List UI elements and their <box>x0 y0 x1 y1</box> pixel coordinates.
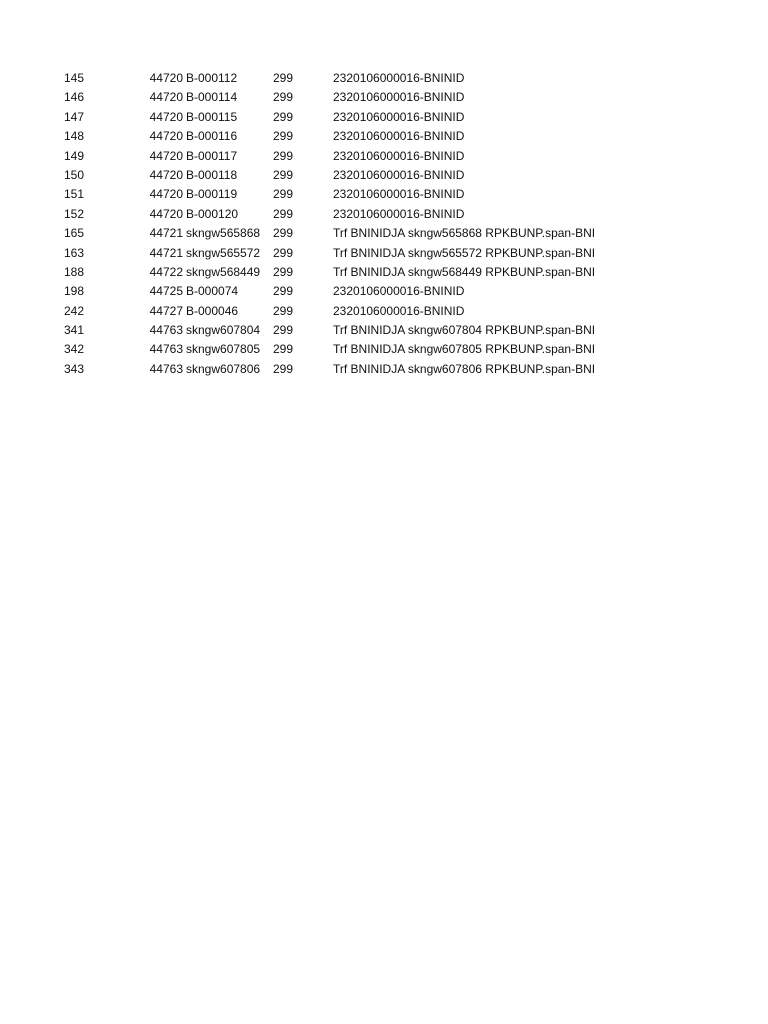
table-row <box>0 147 768 166</box>
amount-cell: 299 <box>273 303 294 318</box>
amount-cell: 299 <box>273 167 294 182</box>
reference-cell: B-000120 <box>186 206 239 221</box>
description-cell: Trf BNINIDJA skngw565572 RPKBUNP.span-BNI <box>333 245 596 260</box>
table-row <box>0 360 768 379</box>
row-number-cell: 151 <box>64 187 85 202</box>
row-number-cell: 242 <box>64 303 85 318</box>
amount-cell: 299 <box>273 109 294 124</box>
row-number-cell: 150 <box>64 167 85 182</box>
row-number-cell: 152 <box>64 206 85 221</box>
description-cell: 2320106000016-BNINID <box>333 167 465 182</box>
date-serial-cell: 44727 <box>149 303 183 318</box>
row-number-cell: 147 <box>64 109 85 124</box>
row-number-cell: 343 <box>64 361 85 376</box>
row-number-cell: 149 <box>64 148 85 163</box>
amount-cell: 299 <box>273 342 294 357</box>
date-serial-cell: 44720 <box>149 206 183 221</box>
table-row <box>0 108 768 127</box>
date-serial-cell: 44725 <box>149 284 183 299</box>
table-row <box>0 166 768 185</box>
row-number-cell: 341 <box>64 323 85 338</box>
reference-cell: skngw568449 <box>186 264 261 279</box>
table-row <box>0 69 768 88</box>
reference-cell: skngw565572 <box>186 245 261 260</box>
description-cell: Trf BNINIDJA skngw607804 RPKBUNP.span-BNI <box>333 323 596 338</box>
table-row <box>0 244 768 263</box>
amount-cell: 299 <box>273 129 294 144</box>
reference-cell: B-000116 <box>186 129 238 144</box>
description-cell: 2320106000016-BNINID <box>333 148 465 163</box>
description-cell: 2320106000016-BNINID <box>333 206 465 221</box>
date-serial-cell: 44763 <box>149 361 183 376</box>
description-cell: 2320106000016-BNINID <box>333 303 465 318</box>
amount-cell: 299 <box>273 284 294 299</box>
date-serial-cell: 44720 <box>149 187 183 202</box>
reference-cell: skngw607806 <box>186 361 261 376</box>
date-serial-cell: 44720 <box>149 129 183 144</box>
reference-cell: B-000117 <box>186 148 238 163</box>
table-row <box>0 282 768 301</box>
row-number-cell: 342 <box>64 342 85 357</box>
reference-cell: skngw607805 <box>186 342 261 357</box>
amount-cell: 299 <box>273 71 294 85</box>
description-cell: 2320106000016-BNINID <box>333 284 465 299</box>
table-row <box>0 88 768 107</box>
row-number-cell: 198 <box>64 284 85 299</box>
date-serial-cell: 44720 <box>149 148 183 163</box>
transaction-table <box>0 69 768 379</box>
amount-cell: 299 <box>273 323 294 338</box>
amount-cell: 299 <box>273 206 294 221</box>
description-cell: Trf BNINIDJA skngw607806 RPKBUNP.span-BNI <box>333 361 596 376</box>
description-cell: Trf BNINIDJA skngw568449 RPKBUNP.span-BNI <box>333 264 596 279</box>
amount-cell: 299 <box>273 226 294 241</box>
amount-cell: 299 <box>273 361 294 376</box>
description-cell: 2320106000016-BNINID <box>333 129 465 144</box>
reference-cell: B-000046 <box>186 303 239 318</box>
date-serial-cell: 44720 <box>149 71 183 85</box>
amount-cell: 299 <box>273 264 294 279</box>
description-cell: 2320106000016-BNINID <box>333 187 465 202</box>
table-row <box>0 302 768 321</box>
date-serial-cell: 44720 <box>149 167 183 182</box>
date-serial-cell: 44722 <box>149 264 183 279</box>
amount-cell: 299 <box>273 245 294 260</box>
date-serial-cell: 44763 <box>149 342 183 357</box>
table-row <box>0 263 768 282</box>
description-cell: 2320106000016-BNINID <box>333 90 465 105</box>
description-cell: Trf BNINIDJA skngw607805 RPKBUNP.span-BNI <box>333 342 596 357</box>
date-serial-cell: 44720 <box>149 90 183 105</box>
row-number-cell: 146 <box>64 90 85 105</box>
reference-cell: B-000118 <box>186 167 238 182</box>
date-serial-cell: 44720 <box>149 109 183 124</box>
reference-cell: B-000112 <box>186 71 238 85</box>
table-row <box>0 340 768 359</box>
description-cell: 2320106000016-BNINID <box>333 109 465 124</box>
amount-cell: 299 <box>273 90 294 105</box>
row-number-cell: 148 <box>64 129 85 144</box>
amount-cell: 299 <box>273 187 294 202</box>
table-row <box>0 185 768 204</box>
date-serial-cell: 44721 <box>149 226 183 241</box>
row-number-cell: 163 <box>64 245 85 260</box>
amount-cell: 299 <box>273 148 294 163</box>
row-number-cell: 188 <box>64 264 85 279</box>
reference-cell: B-000074 <box>186 284 239 299</box>
reference-cell: skngw607804 <box>186 323 261 338</box>
reference-cell: B-000114 <box>186 90 238 105</box>
row-number-cell: 165 <box>64 226 85 241</box>
description-cell: 2320106000016-BNINID <box>333 71 465 85</box>
reference-cell: B-000115 <box>186 109 238 124</box>
row-number-cell: 145 <box>64 71 85 85</box>
description-cell: Trf BNINIDJA skngw565868 RPKBUNP.span-BNI <box>333 226 596 241</box>
date-serial-cell: 44763 <box>149 323 183 338</box>
reference-cell: B-000119 <box>186 187 238 202</box>
table-row <box>0 321 768 340</box>
reference-cell: skngw565868 <box>186 226 261 241</box>
table-row <box>0 205 768 224</box>
table-row <box>0 127 768 146</box>
date-serial-cell: 44721 <box>149 245 183 260</box>
table-row <box>0 224 768 243</box>
